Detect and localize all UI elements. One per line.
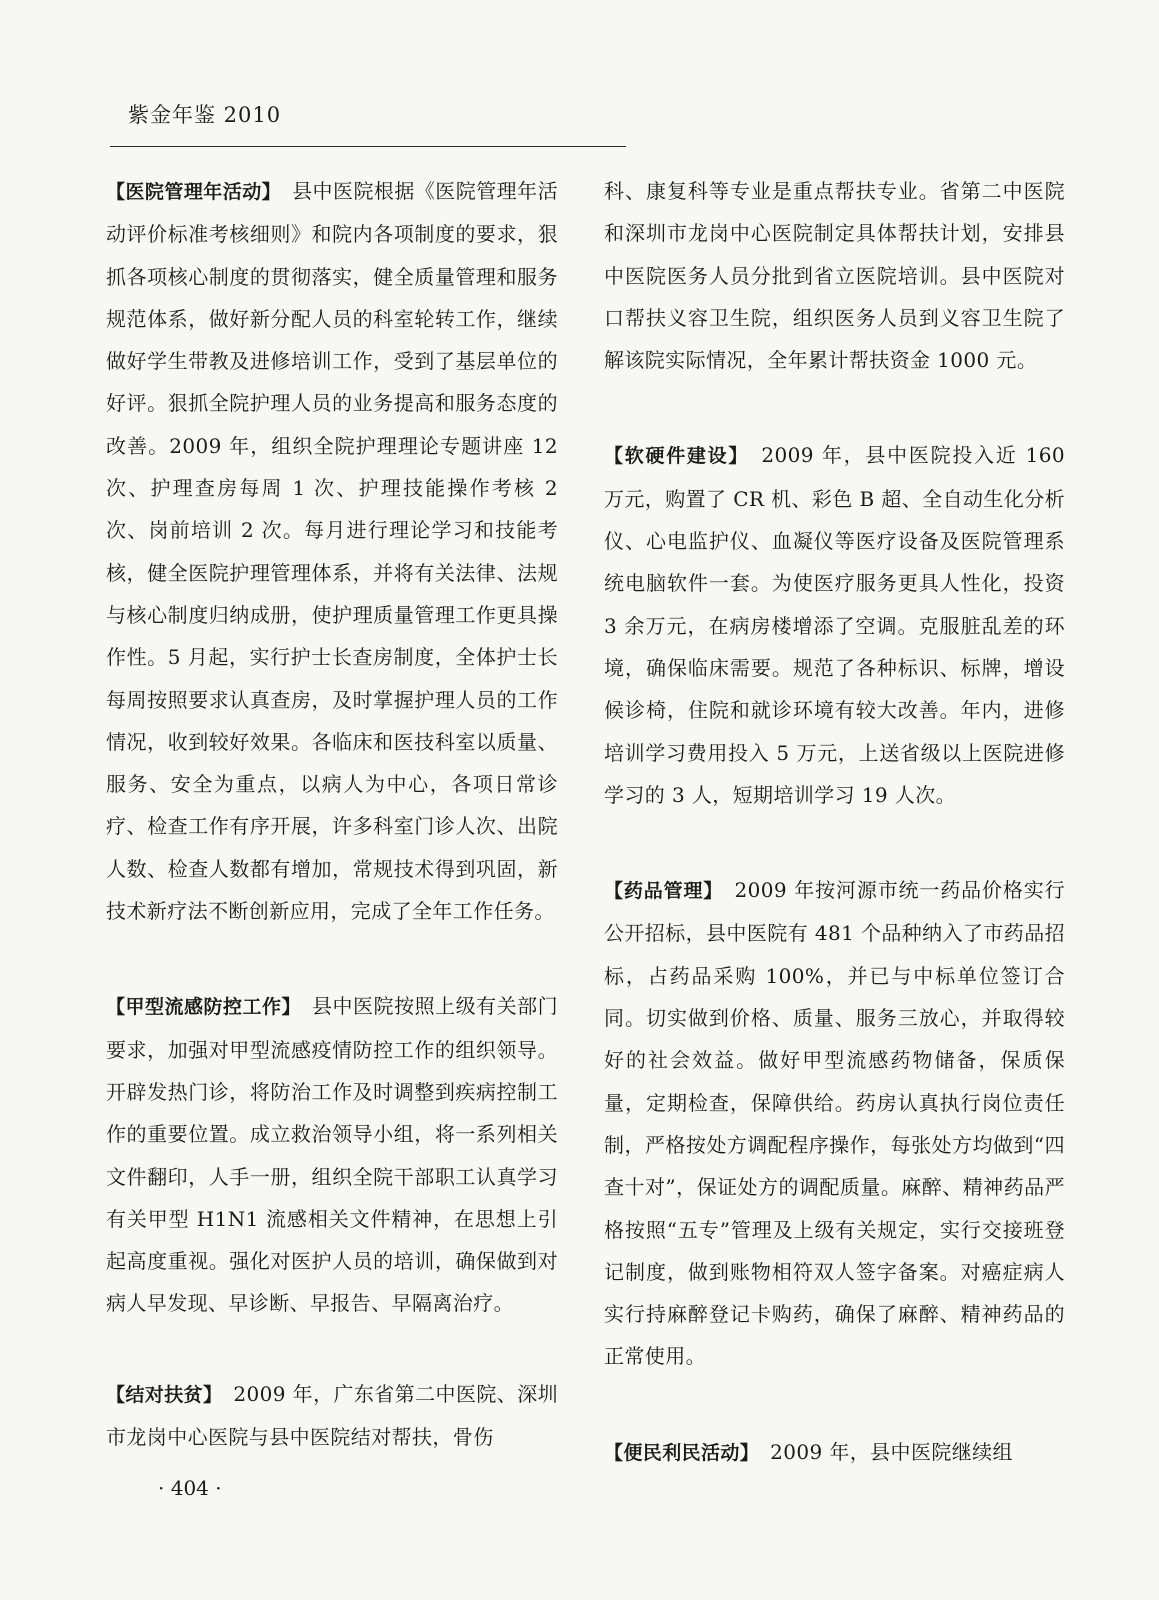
page-number: · 404 · — [158, 1476, 222, 1500]
section-heading: 【结对扶贫】 — [106, 1383, 213, 1406]
section-spacer — [604, 381, 1065, 434]
section-paired-assistance-continued — [604, 170, 1065, 381]
left-column — [106, 170, 558, 1458]
section-infrastructure — [604, 434, 1065, 816]
section-paragraph: 科、康复科等专业是重点帮扶专业。省第二中医院和深圳市龙岗中心医院制定具体帮扶计划，安排县中医院医务人员分批到省立医院培训。县中医院对口帮扶义容卫生院，组织医务人员到义容卫生院了解该院实际情况，全年累计帮扶资金 1000 元。 — [604, 179, 1065, 373]
section-body: 2009 年，广东省第二中医院、深圳市龙岗中心医院与县中医院结对帮扶，骨伤 — [106, 1381, 559, 1450]
section-body: 2009 年，县中医院投入近 160 万元，购置了 CR 机、彩色 B 超、全自动生化分析仪、心电监护仪、血凝仪等医疗设备及医院管理系统电脑软件一套。为使医疗服务更具人性化，投资 3 余万元，在病房楼增添了空调。克服脏乱差的环境，确保临床需要。规范了各种标识、标牌，增设候诊椅，住院和就诊环境有较大改善。年内，进修培训学习费用投入 5 万元，上送省级以上医院进修学习的 3 人，短期培训学习 19 人次。 — [604, 443, 1065, 807]
section-public-service — [604, 1431, 1065, 1474]
running-header: 紫金年鉴 2010 — [128, 103, 282, 127]
section-body: 县中医院按照上级有关部门要求，加强对甲型流感疫情防控工作的组织领导。开辟发热门诊，将防治工作及时调整到疾病控制工作的重要位置。成立救治领导小组，将一系列相关文件翻印，人手一册，组织全院干部职工认真学习有关甲型 H1N1 流感相关文件精神，在思想上引起高度重视。强化对医护人员的培训，确保做到对病人早发现、早诊断、早报告、早隔离治疗。 — [106, 994, 558, 1316]
section-body: 县中医院根据《医院管理年活动评价标准考核细则》和院内各项制度的要求，狠抓各项核心制度的贯彻落实，健全质量管理和服务规范体系，做好新分配人员的科室轮转工作，继续做好学生带教及进修培训工作，受到了基层单位的好评。狠抓全院护理人员的业务提高和服务态度的改善。2009 年，组织全院护理理论专题讲座 12 次、护理查房每周 1 次、护理技能操作考核 2 次、岗前培训 2 次。每月进行理论学习和技能考核，健全医院护理管理体系，并将有关法律、法规与核心制度归纳成册，使护理质量管理工作更具操作性。5 月起，实行护士长查房制度，全体护士长每周按照要求认真查房，及时掌握护理人员的工作情况，收到较好效果。各临床和医技科室以质量、服务、安全为重点，以病人为中心，各项日常诊疗、检查工作有序开展，许多科室门诊人次、出院人数、检查人数都有增加，常规技术得到巩固，新技术新疗法不断创新应用，完成了全年工作任务。 — [106, 179, 558, 924]
right-column — [604, 170, 1065, 1474]
section-hospital-management — [106, 170, 558, 932]
section-h1n1-prevention — [106, 985, 558, 1324]
section-drug-management — [604, 869, 1065, 1378]
section-spacer — [604, 1378, 1065, 1431]
section-spacer — [604, 816, 1065, 869]
section-paragraph — [604, 869, 1065, 1378]
section-paired-assistance — [106, 1373, 558, 1459]
section-paragraph — [106, 1373, 558, 1459]
section-heading: 【甲型流感防控工作】 — [106, 996, 292, 1019]
section-spacer — [106, 1325, 558, 1373]
section-spacer — [106, 932, 558, 985]
section-heading: 【便民利民活动】 — [604, 1441, 750, 1464]
section-paragraph — [106, 985, 558, 1324]
section-paragraph — [604, 434, 1065, 816]
section-heading: 【药品管理】 — [604, 880, 714, 903]
section-heading: 【医院管理年活动】 — [106, 181, 272, 203]
section-body: 2009 年按河源市统一药品价格实行公开招标，县中医院有 481 个品种纳入了市药品招标，占药品采购 100%，并已与中标单位签订合同。切实做到价格、质量、服务三放心，并取得较好的社会效益。做好甲型流感药物储备，保质保量，定期检查，保障供给。药房认真执行岗位责任制，严格按处方调配程序操作，每张处方均做到“四查十对”，保证处方的调配质量。麻醉、精神药品严格按照“五专”管理及上级有关规定，实行交接班登记制度，做到账物相符双人签字备案。对癌症病人实行持麻醉登记卡购药，确保了麻醉、精神药品的正常使用。 — [604, 878, 1065, 1369]
section-paragraph — [106, 170, 558, 932]
header-rule — [110, 146, 626, 147]
section-heading: 【软硬件建设】 — [604, 445, 740, 468]
section-paragraph — [604, 1431, 1065, 1474]
section-body: 2009 年，县中医院继续组 — [749, 1439, 1013, 1464]
